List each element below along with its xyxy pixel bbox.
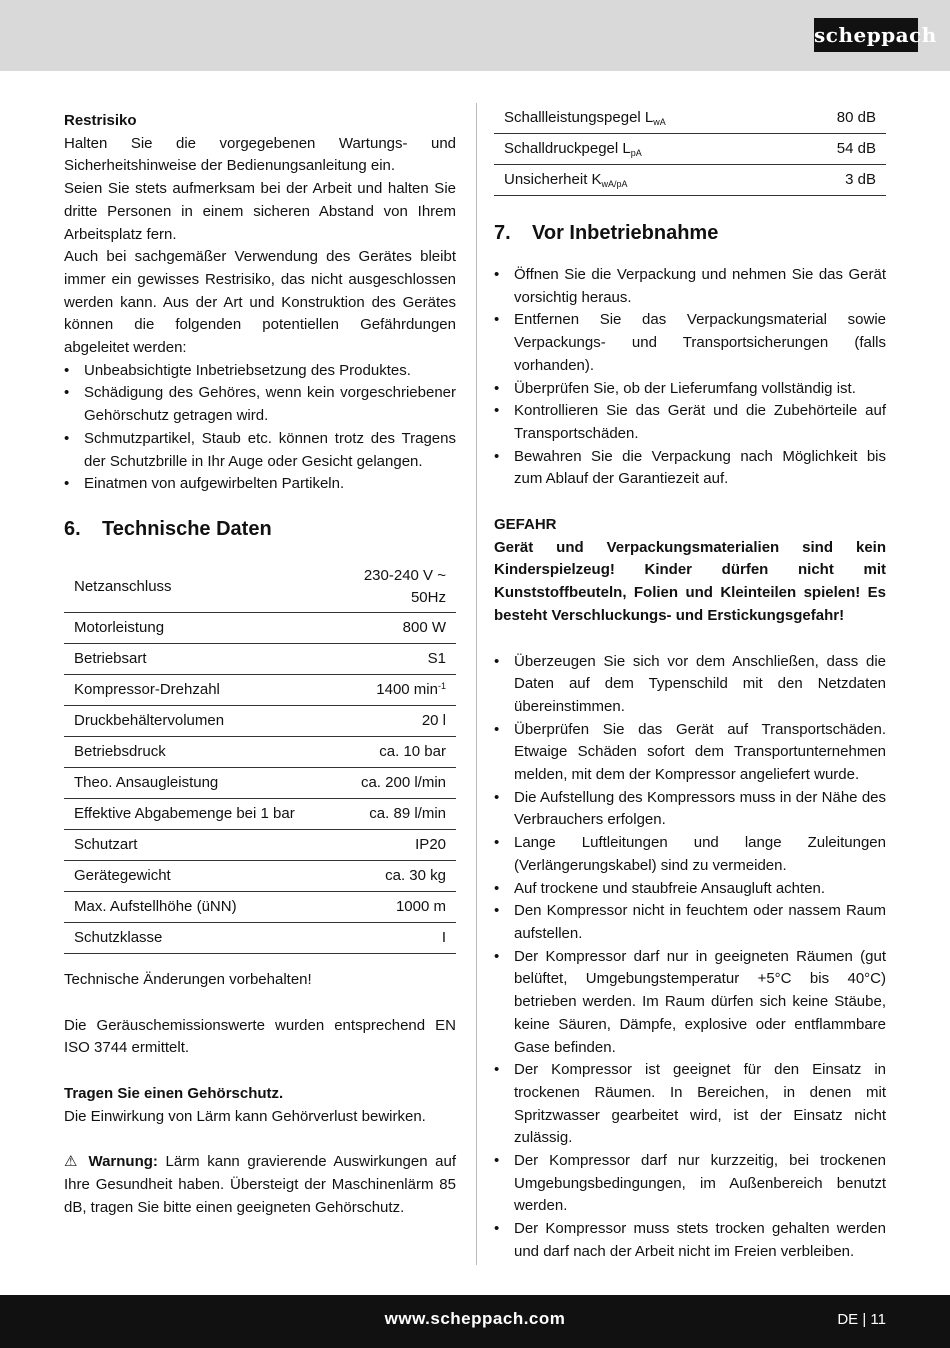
label-text: Schallleistungspegel L — [504, 108, 654, 126]
warning-paragraph — [64, 1151, 456, 1219]
table-row — [64, 891, 456, 922]
table-cell-value: ca. 89 l/min — [326, 798, 456, 829]
section-number: 6. — [64, 517, 81, 540]
list-item: • Entfernen Sie das Verpackungsmaterial sowie Verpackungs- und Transportsicherungen (falls vorhanden). — [494, 309, 886, 377]
list-item: • Unbeabsichtigte Inbetriebsetzung des Produktes. — [64, 360, 456, 383]
value-superscript: -1 — [437, 680, 446, 691]
list-item: • Der Kompressor muss stets trocken gehalten werden und darf nach der Arbeit nicht im Freien verbleiben. — [494, 1218, 886, 1263]
danger-text: Gerät und Verpackungsmaterialien sind kein Kinderspielzeug! Kinder dürfen nicht mit Kunststoffbeuteln, Folien und Kleinteilen spielen! Es besteht Verschluckungs- und Erstickungsgefahr! — [494, 538, 886, 624]
table-cell-value: ca. 30 kg — [326, 860, 456, 891]
table-cell-label: Schutzklasse — [64, 922, 326, 953]
table-row — [64, 612, 456, 643]
warning-icon: ⚠ — [64, 1153, 81, 1171]
table-cell-value: 20 l — [326, 705, 456, 736]
list-item: • Der Kompressor darf nur in geeigneten Räumen (gut belüftet, Umgebungstemperatur +5°C bis 40°C) betrieben werden. Im Raum dürfen sich keine Stäube, keine Säuren, Dämpfe, explosive oder entflammbare Gase befinden. — [494, 946, 886, 1060]
table-row — [64, 922, 456, 953]
table-cell-value: 1000 m — [326, 891, 456, 922]
table-cell-label — [494, 134, 790, 165]
table-cell-label: Motorleistung — [64, 612, 326, 643]
table-row — [64, 860, 456, 891]
page-header — [0, 0, 950, 71]
list-item: • Bewahren Sie die Verpackung nach Möglichkeit bis zum Ablauf der Garantiezeit auf. — [494, 446, 886, 491]
table-row — [64, 829, 456, 860]
brand-logo: scheppach — [814, 18, 918, 52]
table-row — [64, 767, 456, 798]
right-column — [494, 103, 886, 1264]
section-title: Technische Daten — [102, 517, 272, 540]
installation-checks-list — [494, 651, 886, 1264]
restrisiko-paragraph: Seien Sie stets aufmerksam bei der Arbeit und halten Sie dritte Personen in einem sicheren Abstand von Ihrem Arbeitsplatz fern. — [64, 180, 456, 243]
table-cell-value: S1 — [326, 643, 456, 674]
table-row — [64, 705, 456, 736]
page-indicator: DE | 11 — [837, 1311, 886, 1328]
tech-data-table — [64, 562, 456, 954]
table-row — [494, 134, 886, 165]
list-item: • Kontrollieren Sie das Gerät und die Zubehörteile auf Transportschäden. — [494, 400, 886, 445]
noise-emission-note: Die Geräuschemissionswerte wurden entsprechend EN ISO 3744 ermittelt. — [64, 1016, 456, 1057]
page-number: 11 — [870, 1311, 886, 1328]
table-cell-label: Netzanschluss — [64, 562, 326, 613]
risk-list — [64, 360, 456, 496]
table-cell-value: IP20 — [326, 829, 456, 860]
restrisiko-heading: Restrisiko — [64, 112, 137, 129]
website-link[interactable]: www.scheppach.com — [384, 1309, 566, 1328]
language-code: DE — [837, 1311, 859, 1328]
list-item: • Der Kompressor ist geeignet für den Einsatz in trockenen Räumen. In Bereichen, in denen mit Spritzwasser gearbeitet wird, ist der Einsatz nicht zulässig. — [494, 1059, 886, 1150]
ear-protection-text: Die Einwirkung von Lärm kann Gehörverlust bewirken. — [64, 1107, 426, 1125]
list-item: • Überprüfen Sie, ob der Lieferumfang vollständig ist. — [494, 378, 886, 401]
table-cell-label: Druckbehältervolumen — [64, 705, 326, 736]
section-heading-technical-data — [64, 516, 456, 542]
table-cell-value: I — [326, 922, 456, 953]
list-item: • Der Kompressor darf nur kurzzeitig, bei trockenen Umgebungsbedingungen, im Außenbereich benutzt werden. — [494, 1150, 886, 1218]
list-item: • Den Kompressor nicht in feuchtem oder nassem Raum aufstellen. — [494, 900, 886, 945]
list-item: • Öffnen Sie die Verpackung und nehmen Sie das Gerät vorsichtig heraus. — [494, 264, 886, 309]
table-row — [64, 798, 456, 829]
label-subscript: wA — [653, 116, 666, 127]
table-cell-value: 54 dB — [790, 134, 886, 165]
label-subscript: pA — [630, 147, 642, 158]
table-cell-label: Schutzart — [64, 829, 326, 860]
table-row — [64, 643, 456, 674]
warning-label: Warnung: — [88, 1153, 158, 1171]
table-cell-value: ca. 10 bar — [326, 736, 456, 767]
table-cell-label: Betriebsart — [64, 643, 326, 674]
table-cell-label — [494, 165, 790, 196]
label-subscript: wA/pA — [601, 178, 628, 189]
unpacking-list — [494, 264, 886, 491]
table-row — [494, 165, 886, 196]
list-item: • Auf trockene und staubfreie Ansaugluft achten. — [494, 878, 886, 901]
column-divider — [476, 103, 477, 1265]
table-row — [64, 736, 456, 767]
table-cell-value: 3 dB — [790, 165, 886, 196]
table-cell-value: 800 W — [326, 612, 456, 643]
label-text: Unsicherheit K — [504, 170, 602, 188]
value-text: 1400 min — [376, 680, 438, 698]
table-row — [64, 562, 456, 613]
list-item: • Schmutzpartikel, Staub etc. können trotz des Tragens der Schutzbrille in Ihr Auge oder Gesicht gelangen. — [64, 428, 456, 473]
restrisiko-paragraph: Halten Sie die vorgegebenen Wartungs- und Sicherheitshinweise der Bedienungsanleitung ein. — [64, 134, 456, 175]
table-cell-label: Betriebsdruck — [64, 736, 326, 767]
noise-table — [494, 103, 886, 196]
section-number: 7. — [494, 222, 511, 244]
page-footer — [0, 1295, 950, 1348]
restrisiko-paragraph: Auch bei sachgemäßer Verwendung des Gerätes bleibt immer ein gewisses Restrisiko, das nicht ausgeschlossen werden kann. Aus der Art und Konstruktion des Gerätes können die folgenden potentiellen Gefährdungen abgeleitet werden: — [64, 248, 456, 357]
table-cell-label: Kompressor-Drehzahl — [64, 674, 326, 705]
left-column — [64, 110, 456, 1220]
table-cell-value: 230-240 V ~ 50Hz — [326, 562, 456, 613]
ear-protection-heading: Tragen Sie einen Gehörschutz. — [64, 1085, 284, 1103]
table-cell-value: 80 dB — [790, 103, 886, 134]
table-cell-value — [326, 674, 456, 705]
list-item: • Überzeugen Sie sich vor dem Anschließen, dass die Daten auf dem Typenschild mit den Netzdaten übereinstimmen. — [494, 651, 886, 719]
table-cell-label: Max. Aufstellhöhe (üNN) — [64, 891, 326, 922]
section-title: Vor Inbetriebnahme — [532, 222, 719, 244]
list-item: • Lange Luftleitungen und lange Zuleitungen (Verlängerungskabel) sind zu vermeiden. — [494, 832, 886, 877]
warning-text: Lärm kann gravierende Auswirkungen auf Ihre Gesundheit haben. Übersteigt der Maschinenlärm 85 dB, tragen Sie bitte einen geeigneten Gehörschutz. — [64, 1153, 456, 1216]
table-cell-label: Effektive Abgabemenge bei 1 bar — [64, 798, 326, 829]
list-item: • Schädigung des Gehöres, wenn kein vorgeschriebener Gehörschutz getragen wird. — [64, 382, 456, 427]
table-cell-label: Gerätegewicht — [64, 860, 326, 891]
label-text: Schalldruckpegel L — [504, 139, 631, 157]
table-row — [64, 674, 456, 705]
danger-heading: GEFAHR — [494, 516, 557, 534]
list-item: • Einatmen von aufgewirbelten Partikeln. — [64, 473, 456, 496]
list-item: • Überprüfen Sie das Gerät auf Transportschäden. Etwaige Schäden sofort dem Transportunternehmen melden, mit dem der Kompressor angeliefert wurde. — [494, 719, 886, 787]
table-cell-value: ca. 200 l/min — [326, 767, 456, 798]
list-item: • Die Aufstellung des Kompressors muss in der Nähe des Verbrauchers erfolgen. — [494, 787, 886, 832]
section-heading-before-operation — [494, 220, 886, 246]
table-cell-label: Theo. Ansaugleistung — [64, 767, 326, 798]
table-row — [494, 103, 886, 134]
changes-note: Technische Änderungen vorbehalten! — [64, 970, 312, 988]
table-cell-label — [494, 103, 790, 134]
